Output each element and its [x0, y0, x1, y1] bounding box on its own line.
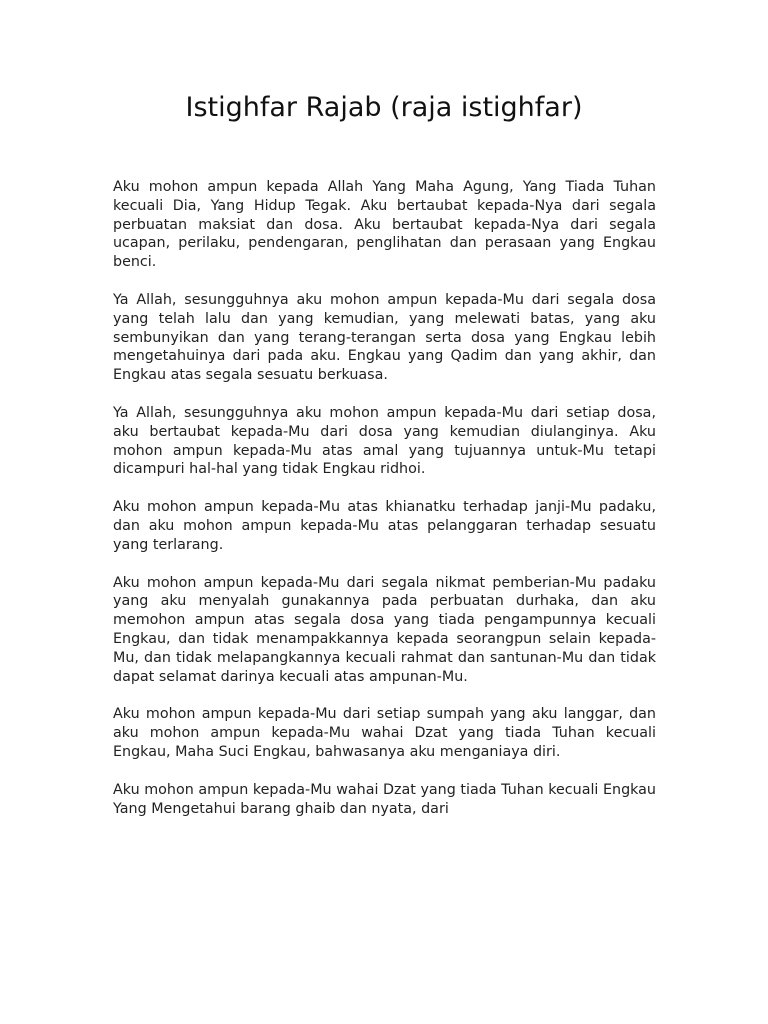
paragraph-3: Ya Allah, sesungguhnya aku mohon ampun kepada-Mu dari setiap dosa, aku bertaubat kepada-Mu dari dosa yang kemudian diulanginya. Aku mohon ampun kepada-Mu atas amal yang tujuannya untuk-Mu tetapi dicampuri hal-hal yang tidak Engkau ridhoi.: [113, 404, 656, 478]
document-body: [113, 178, 656, 818]
paragraph-1: Aku mohon ampun kepada Allah Yang Maha Agung, Yang Tiada Tuhan kecuali Dia, Yang Hidup Tegak. Aku bertaubat kepada-Nya dari segala perbuatan maksiat dan dosa. Aku bertaubat kepada-Nya dari segala ucapan, perilaku, pendengaran, penglihatan dan perasaan yang Engkau benci.: [113, 179, 656, 271]
document-title: Istighfar Rajab (raja istighfar): [185, 92, 583, 123]
paragraph-7: Aku mohon ampun kepada-Mu wahai Dzat yang tiada Tuhan kecuali Engkau Yang Mengetahui barang ghaib dan nyata, dari: [113, 781, 656, 817]
paragraph-4: Aku mohon ampun kepada-Mu atas khianatku terhadap janji-Mu padaku, dan aku mohon ampun kepada-Mu atas pelanggaran terhadap sesuatu yang terlarang.: [113, 499, 656, 553]
paragraph-2: Ya Allah, sesungguhnya aku mohon ampun kepada-Mu dari segala dosa yang telah lalu dan yang kemudian, yang melewati batas, yang aku sembunyikan dan yang terang-terangan serta dosa yang Engkau lebih mengetahuinya dari pada aku. Engkau yang Qadim dan yang akhir, dan Engkau atas segala sesuatu berkuasa.: [113, 291, 656, 384]
paragraph-6: Aku mohon ampun kepada-Mu dari setiap sumpah yang aku langgar, dan aku mohon ampun kepada-Mu wahai Dzat yang tiada Tuhan kecuali Engkau, Maha Suci Engkau, bahwasanya aku menganiaya diri.: [113, 706, 656, 760]
paragraph-5: Aku mohon ampun kepada-Mu dari segala nikmat pemberian-Mu padaku yang aku menyalah gunakannya pada perbuatan durhaka, dan aku memohon ampun atas segala dosa yang tiada pengampunnya kecuali Engkau, dan tidak menampakkannya kepada seorangpun selain kepada-Mu, dan tidak melapangkannya kecuali rahmat dan santunan-Mu dan tidak dapat selamat darinya kecuali atas ampunan-Mu.: [113, 574, 656, 685]
